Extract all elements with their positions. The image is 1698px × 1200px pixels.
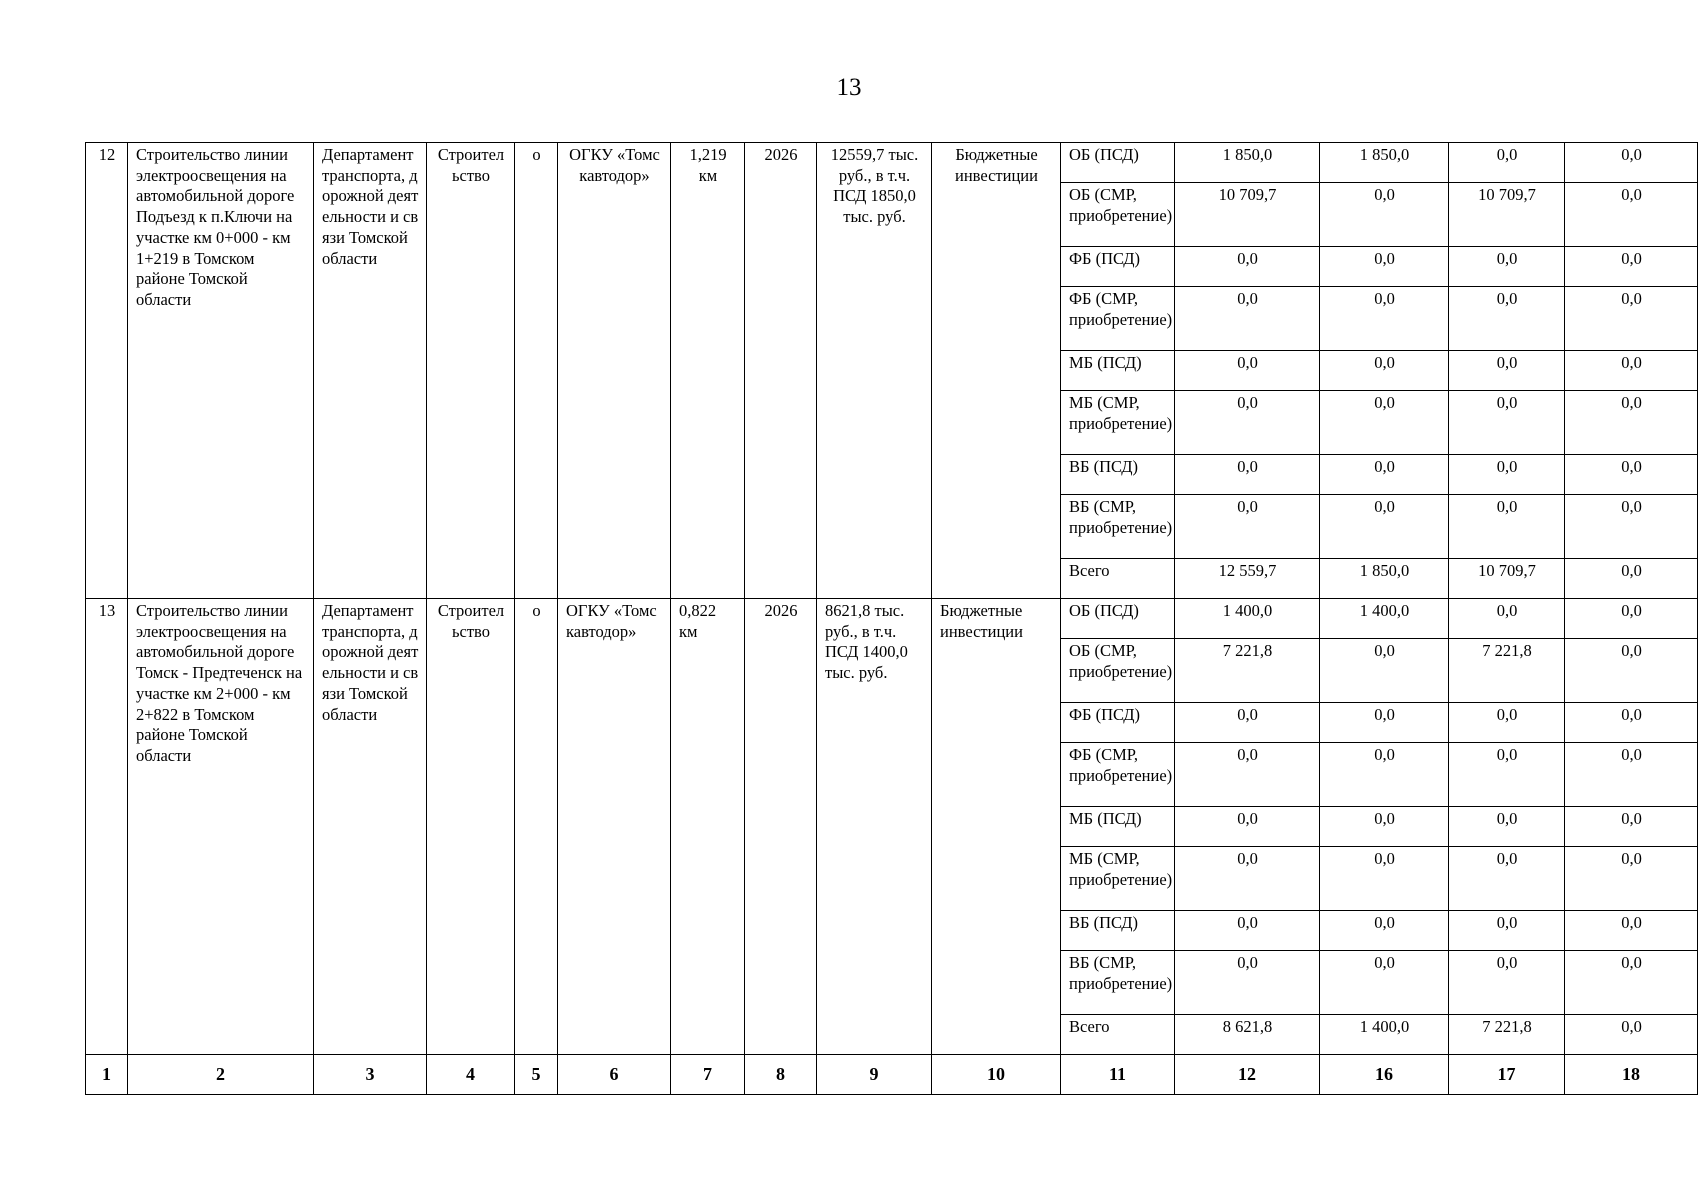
amount-c18: 0,0 xyxy=(1565,807,1698,847)
funding-source-label: МБ (СМР, приобретение) xyxy=(1061,391,1175,455)
amount-c18: 0,0 xyxy=(1565,639,1698,703)
investment-table xyxy=(85,142,1698,1095)
object-name: Строительство линии электроосвещения на автомобильной дороге Подъезд к п.Ключи на участке км 0+000 - км 1+219 в Томском районе Томской области xyxy=(128,143,314,599)
amount-c12: 0,0 xyxy=(1175,703,1320,743)
amount-c18: 0,0 xyxy=(1565,495,1698,559)
amount-c17: 0,0 xyxy=(1449,703,1565,743)
amount-c17: 7 221,8 xyxy=(1449,639,1565,703)
amount-c18: 0,0 xyxy=(1565,247,1698,287)
object-cost: 8621,8 тыс. руб., в т.ч. ПСД 1400,0 тыс. руб. xyxy=(817,599,932,1055)
object-customer: ОГКУ «Томскавтодор» xyxy=(558,143,671,599)
amount-c17: 0,0 xyxy=(1449,951,1565,1015)
amount-c12: 0,0 xyxy=(1175,743,1320,807)
fin-row xyxy=(86,599,1698,639)
object-length: 0,822 км xyxy=(671,599,745,1055)
amount-c17: 0,0 xyxy=(1449,495,1565,559)
amount-c17: 0,0 xyxy=(1449,247,1565,287)
funding-source-label: ВБ (ПСД) xyxy=(1061,911,1175,951)
object-number: 12 xyxy=(86,143,128,599)
funding-source-label: ОБ (СМР, приобретение) xyxy=(1061,639,1175,703)
amount-c12: 0,0 xyxy=(1175,351,1320,391)
amount-c18: 0,0 xyxy=(1565,351,1698,391)
amount-c18: 0,0 xyxy=(1565,183,1698,247)
column-number: 11 xyxy=(1061,1055,1175,1095)
amount-c16: 0,0 xyxy=(1320,351,1449,391)
object-customer: ОГКУ «Томскавтодор» xyxy=(558,599,671,1055)
table-body xyxy=(86,143,1698,1095)
amount-c12: 0,0 xyxy=(1175,495,1320,559)
amount-c16: 0,0 xyxy=(1320,703,1449,743)
amount-c16: 1 400,0 xyxy=(1320,599,1449,639)
object-cost: 12559,7 тыс. руб., в т.ч. ПСД 1850,0 тыс. руб. xyxy=(817,143,932,599)
object-work-type: Строительство xyxy=(427,599,515,1055)
amount-c16: 0,0 xyxy=(1320,847,1449,911)
amount-c17: 0,0 xyxy=(1449,455,1565,495)
column-number: 10 xyxy=(932,1055,1061,1095)
amount-c17: 0,0 xyxy=(1449,847,1565,911)
amount-c16: 0,0 xyxy=(1320,911,1449,951)
amount-c17: 0,0 xyxy=(1449,351,1565,391)
amount-c12: 0,0 xyxy=(1175,847,1320,911)
amount-c18: 0,0 xyxy=(1565,743,1698,807)
column-number: 12 xyxy=(1175,1055,1320,1095)
funding-source-label: МБ (ПСД) xyxy=(1061,807,1175,847)
column-number: 17 xyxy=(1449,1055,1565,1095)
amount-c12: 0,0 xyxy=(1175,287,1320,351)
funding-source-label: Всего xyxy=(1061,1015,1175,1055)
amount-c17: 0,0 xyxy=(1449,391,1565,455)
object-year: 2026 xyxy=(745,143,817,599)
column-number: 3 xyxy=(314,1055,427,1095)
amount-c17: 0,0 xyxy=(1449,807,1565,847)
amount-c12: 0,0 xyxy=(1175,455,1320,495)
amount-c17: 10 709,7 xyxy=(1449,183,1565,247)
funding-source-label: ОБ (СМР, приобретение) xyxy=(1061,183,1175,247)
column-number: 16 xyxy=(1320,1055,1449,1095)
amount-c12: 8 621,8 xyxy=(1175,1015,1320,1055)
funding-source-label: ФБ (СМР, приобретение) xyxy=(1061,743,1175,807)
column-number: 2 xyxy=(128,1055,314,1095)
column-number: 18 xyxy=(1565,1055,1698,1095)
amount-c17: 0,0 xyxy=(1449,911,1565,951)
amount-c18: 0,0 xyxy=(1565,1015,1698,1055)
column-number: 1 xyxy=(86,1055,128,1095)
amount-c16: 0,0 xyxy=(1320,287,1449,351)
amount-c17: 0,0 xyxy=(1449,143,1565,183)
column-number-row xyxy=(86,1055,1698,1095)
object-number: 13 xyxy=(86,599,128,1055)
amount-c18: 0,0 xyxy=(1565,911,1698,951)
funding-source-label: ОБ (ПСД) xyxy=(1061,143,1175,183)
column-number: 6 xyxy=(558,1055,671,1095)
funding-source-label: ФБ (ПСД) xyxy=(1061,247,1175,287)
fin-row xyxy=(86,143,1698,183)
amount-c18: 0,0 xyxy=(1565,455,1698,495)
object-department: Департамент транспорта, дорожной деятельности и связи Томской области xyxy=(314,599,427,1055)
object-name: Строительство линии электроосвещения на автомобильной дороге Томск - Предтеченск на участке км 2+000 - км 2+822 в Томском районе Томской области xyxy=(128,599,314,1055)
object-length: 1,219 км xyxy=(671,143,745,599)
amount-c12: 7 221,8 xyxy=(1175,639,1320,703)
amount-c17: 10 709,7 xyxy=(1449,559,1565,599)
object-investment: Бюджетные инвестиции xyxy=(932,599,1061,1055)
column-number: 5 xyxy=(515,1055,558,1095)
funding-source-label: ВБ (СМР, приобретение) xyxy=(1061,495,1175,559)
amount-c16: 0,0 xyxy=(1320,495,1449,559)
amount-c12: 1 850,0 xyxy=(1175,143,1320,183)
amount-c18: 0,0 xyxy=(1565,287,1698,351)
funding-source-label: Всего xyxy=(1061,559,1175,599)
funding-source-label: ВБ (ПСД) xyxy=(1061,455,1175,495)
funding-source-label: МБ (ПСД) xyxy=(1061,351,1175,391)
amount-c16: 0,0 xyxy=(1320,391,1449,455)
amount-c18: 0,0 xyxy=(1565,847,1698,911)
object-year: 2026 xyxy=(745,599,817,1055)
amount-c16: 0,0 xyxy=(1320,951,1449,1015)
amount-c12: 0,0 xyxy=(1175,391,1320,455)
amount-c18: 0,0 xyxy=(1565,599,1698,639)
object-investment: Бюджетные инвестиции xyxy=(932,143,1061,599)
amount-c18: 0,0 xyxy=(1565,143,1698,183)
amount-c18: 0,0 xyxy=(1565,951,1698,1015)
amount-c17: 0,0 xyxy=(1449,599,1565,639)
amount-c18: 0,0 xyxy=(1565,391,1698,455)
funding-source-label: ВБ (СМР, приобретение) xyxy=(1061,951,1175,1015)
amount-c16: 0,0 xyxy=(1320,639,1449,703)
column-number: 8 xyxy=(745,1055,817,1095)
amount-c12: 0,0 xyxy=(1175,247,1320,287)
amount-c17: 7 221,8 xyxy=(1449,1015,1565,1055)
amount-c16: 1 850,0 xyxy=(1320,143,1449,183)
column-number: 7 xyxy=(671,1055,745,1095)
amount-c12: 0,0 xyxy=(1175,951,1320,1015)
amount-c16: 0,0 xyxy=(1320,743,1449,807)
object-department: Департамент транспорта, дорожной деятельности и связи Томской области xyxy=(314,143,427,599)
amount-c18: 0,0 xyxy=(1565,559,1698,599)
column-number: 9 xyxy=(817,1055,932,1095)
amount-c16: 0,0 xyxy=(1320,807,1449,847)
amount-c12: 0,0 xyxy=(1175,911,1320,951)
amount-c17: 0,0 xyxy=(1449,287,1565,351)
amount-c12: 0,0 xyxy=(1175,807,1320,847)
funding-source-label: ФБ (СМР, приобретение) xyxy=(1061,287,1175,351)
amount-c12: 1 400,0 xyxy=(1175,599,1320,639)
amount-c12: 12 559,7 xyxy=(1175,559,1320,599)
funding-source-label: ФБ (ПСД) xyxy=(1061,703,1175,743)
object-col5: о xyxy=(515,599,558,1055)
amount-c16: 0,0 xyxy=(1320,455,1449,495)
object-work-type: Строительство xyxy=(427,143,515,599)
funding-source-label: МБ (СМР, приобретение) xyxy=(1061,847,1175,911)
amount-c17: 0,0 xyxy=(1449,743,1565,807)
amount-c18: 0,0 xyxy=(1565,703,1698,743)
column-number: 4 xyxy=(427,1055,515,1095)
amount-c12: 10 709,7 xyxy=(1175,183,1320,247)
amount-c16: 0,0 xyxy=(1320,247,1449,287)
amount-c16: 1 850,0 xyxy=(1320,559,1449,599)
page-number: 13 xyxy=(836,74,862,101)
funding-source-label: ОБ (ПСД) xyxy=(1061,599,1175,639)
amount-c16: 1 400,0 xyxy=(1320,1015,1449,1055)
object-col5: о xyxy=(515,143,558,599)
amount-c16: 0,0 xyxy=(1320,183,1449,247)
